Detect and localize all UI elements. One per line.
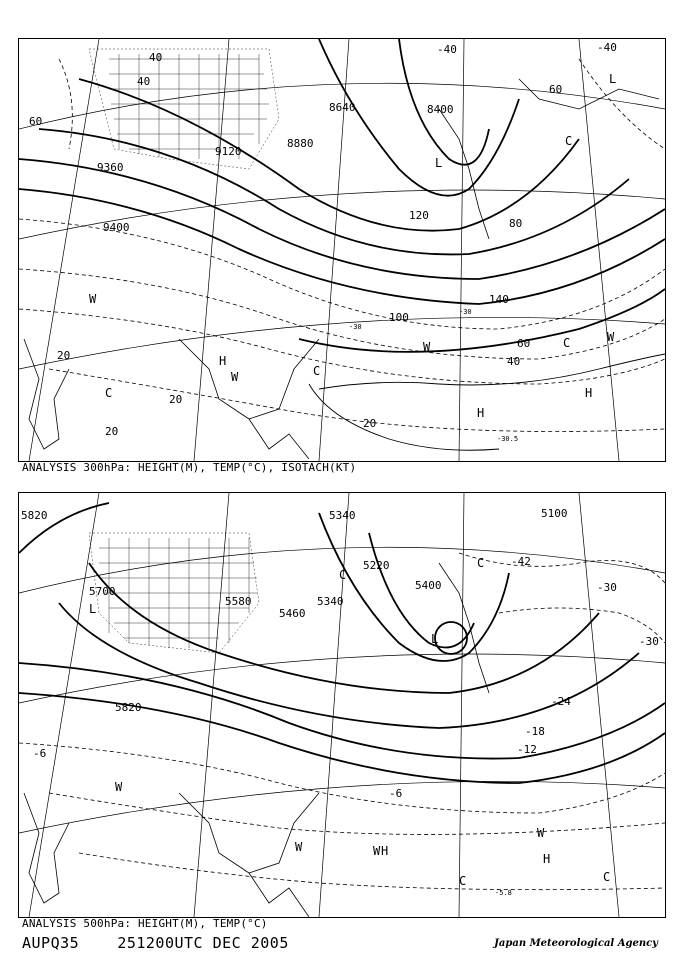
isotach-label: 120	[409, 209, 429, 222]
hatched-region	[89, 49, 279, 169]
product-header	[22, 934, 289, 952]
height-contours	[19, 39, 665, 352]
valid-time: 251200UTC DEC 2005	[117, 934, 289, 952]
height-label: 5340	[317, 595, 344, 608]
height-label: 8400	[427, 103, 454, 116]
warm-symbol: W	[373, 844, 381, 858]
isotach-label: 20	[169, 393, 183, 406]
warm-symbol: W	[607, 330, 615, 344]
isotach-label: 140	[489, 293, 509, 306]
height-label: 9360	[97, 161, 124, 174]
temp-label: -6	[33, 747, 47, 760]
high-symbol: H	[381, 844, 389, 858]
isotach-label: 20	[363, 417, 377, 430]
high-symbol: H	[219, 354, 227, 368]
temp-label: -40	[437, 43, 457, 56]
height-label: 5400	[415, 579, 442, 592]
temp-label: -30	[639, 635, 659, 648]
temp-label: -6	[389, 787, 403, 800]
chart-300hpa-svg	[19, 39, 665, 461]
isotach-label: 40	[149, 51, 163, 64]
agency-credit: Japan Meteorological Agency	[494, 938, 658, 949]
cold-symbol: C	[565, 134, 573, 148]
low-symbol: L	[435, 156, 443, 170]
temp-label: -30.5	[497, 435, 519, 443]
isotach-label: 20	[57, 349, 71, 362]
temp-label: -5.8	[495, 889, 512, 897]
temperature-labels	[33, 555, 659, 897]
warm-symbol: W	[537, 826, 545, 840]
isotach-label: 40	[507, 355, 521, 368]
chart-500hpa	[18, 492, 666, 918]
cold-symbol: C	[339, 568, 347, 582]
warm-symbol: W	[89, 292, 97, 306]
low-symbol: L	[89, 602, 97, 616]
chart-300hpa	[18, 38, 666, 462]
height-label: 9400	[103, 221, 130, 234]
height-label: 5340	[329, 509, 356, 522]
cold-symbol: C	[105, 386, 113, 400]
temp-label: -40	[597, 41, 617, 54]
temp-label: -12	[517, 743, 537, 756]
high-symbol: H	[477, 406, 485, 420]
cold-symbol: C	[313, 364, 321, 378]
coastlines	[24, 79, 659, 459]
height-label: 5580	[225, 595, 252, 608]
cold-symbol: C	[459, 874, 467, 888]
height-label: 5700	[89, 585, 116, 598]
high-symbol: H	[585, 386, 593, 400]
isotach-label: 60	[549, 83, 563, 96]
product-id: AUPQ35	[22, 934, 80, 952]
height-label: 5820	[21, 509, 48, 522]
isotach-label: 20	[105, 425, 119, 438]
temp-label: -18	[525, 725, 545, 738]
temp-label: -30	[349, 323, 362, 331]
temp-label: -30	[459, 308, 472, 316]
isotach-solid	[309, 354, 665, 450]
cold-symbol: C	[603, 870, 611, 884]
temp-label: -30	[597, 581, 617, 594]
height-label: 5100	[541, 507, 568, 520]
height-label: 9120	[215, 145, 242, 158]
high-symbol: H	[543, 852, 551, 866]
chart-500hpa-caption: ANALYSIS 500hPa: HEIGHT(M), TEMP(°C)	[22, 917, 268, 930]
height-label: 5820	[115, 701, 142, 714]
low-symbol: L	[431, 632, 439, 646]
warm-symbol: W	[115, 780, 123, 794]
cold-symbol: C	[477, 556, 485, 570]
warm-symbol: W	[295, 840, 303, 854]
height-contours	[19, 503, 665, 783]
height-label: 5460	[279, 607, 306, 620]
height-label: 8640	[329, 101, 356, 114]
isotach-label: 40	[137, 75, 151, 88]
isotach-label: 60	[29, 115, 43, 128]
cold-symbol: C	[563, 336, 571, 350]
temp-label: -42	[511, 555, 531, 568]
isotach-label: 60	[517, 337, 531, 350]
pressure-symbols	[89, 556, 610, 888]
warm-symbol: W	[423, 340, 431, 354]
height-label: 8880	[287, 137, 314, 150]
coastlines	[24, 563, 489, 917]
chart-300hpa-caption: ANALYSIS 300hPa: HEIGHT(M), TEMP(°C), ISOTACH(KT)	[22, 461, 357, 474]
isotach-label: 80	[509, 217, 523, 230]
chart-500hpa-svg	[19, 493, 665, 917]
height-label: 5220	[363, 559, 390, 572]
temp-label: -24	[551, 695, 571, 708]
low-symbol: L	[609, 72, 617, 86]
isotach-label: 100	[389, 311, 409, 324]
warm-symbol: W	[231, 370, 239, 384]
